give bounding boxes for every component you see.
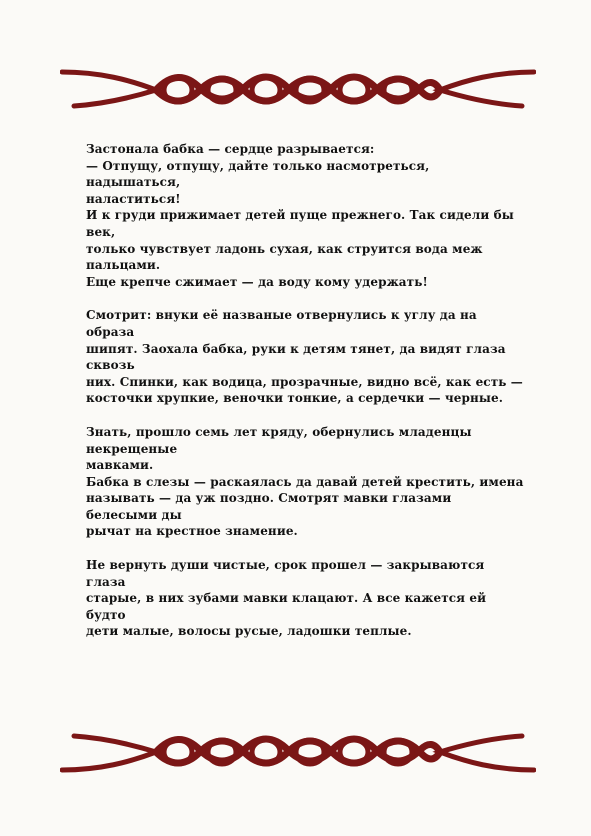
text-line: называть — да уж поздно. Смотрят мавки глазами белесыми ды — [86, 491, 452, 522]
text-line: Застонала бабка — сердце разрывается: — [86, 142, 375, 156]
paragraph-1 — [86, 141, 526, 290]
story-text — [86, 141, 526, 657]
text-line: мавками. — [86, 458, 154, 473]
text-line: И к груди прижимает детей пуще прежнего. Так сидели бы век, — [86, 208, 514, 239]
paragraph-2 — [86, 307, 526, 407]
paragraph-3 — [86, 424, 526, 540]
text-line: Еще крепче сжимает — да воду кому удержать! — [86, 274, 428, 289]
text-line: Бабка в слезы — раскаялась да давай детей крестить, имена — [86, 474, 524, 489]
text-line: них. Спинки, как водица, прозрачные, видно всё, как есть — — [86, 374, 523, 389]
text-line: наластиться! — [86, 191, 181, 206]
celtic-knot-ornament-bottom — [60, 728, 536, 780]
text-line: Знать, прошло семь лет кряду, обернулись младенцы некрещеные — [86, 424, 472, 456]
text-line: шипят. Заохала бабка, руки к детям тянет, да видят глаза сквозь — [86, 341, 506, 373]
text-line: рычат на крестное знамение. — [86, 524, 298, 539]
text-line: только чувствует ладонь сухая, как струится вода меж пальцами. — [86, 241, 483, 273]
text-line: косточки хрупкие, веночки тонкие, а сердечки — черные. — [86, 391, 504, 406]
text-line: старые, в них зубами мавки клацают. А все кажется ей будто — [86, 591, 487, 622]
text-line: Смотрит: внуки её названые отвернулись к углу да на образа — [86, 308, 477, 339]
text-line: — Отпущу, отпущу, дайте только насмотреться, надышаться, — [86, 158, 430, 190]
celtic-knot-ornament-top — [60, 62, 536, 114]
text-line: дети малые, волосы русые, ладошки теплые. — [86, 624, 412, 639]
text-line: Не вернуть души чистые, срок прошел — закрываются глаза — [86, 558, 485, 589]
paragraph-4 — [86, 557, 526, 640]
